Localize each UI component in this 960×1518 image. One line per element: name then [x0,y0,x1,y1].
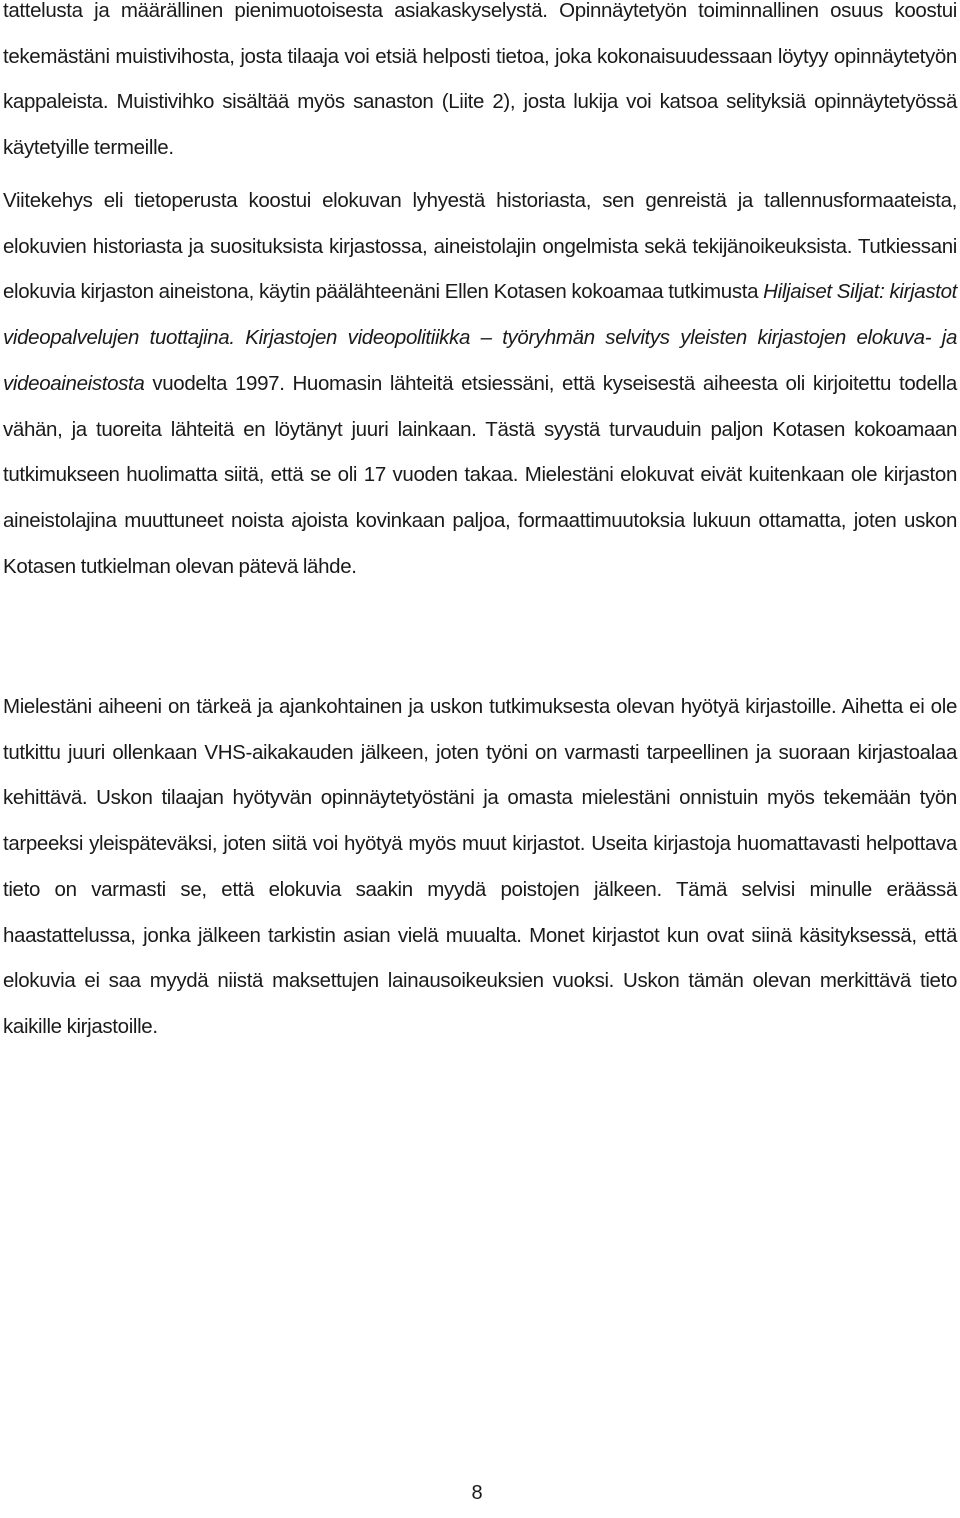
paragraph-3 [3,684,957,1050]
paragraph-2-text-b: vuodelta 1997. Huomasin lähteitä etsiessäni, että kyseisestä aiheesta oli kirjoitettu todella vähän, ja tuoreita lähteitä en löytänyt juuri lainkaan. Tästä syystä turvauduin paljon Kotasen kokoamaan tutkimukseen huolimatta siitä, että se oli 17 vuoden takaa. Mielestäni elokuvat eivät kuitenkaan ole kirjaston aineistolajina muuttuneet noista ajoista kovinkaan paljoa, formaattimuutoksia lukuun ottamatta, joten uskon Kotasen tutkielman olevan pätevä lähde. [3,371,957,578]
paragraph-2-title-italic-2: Kirjastojen videopolitiikka – työryhmän selvitys yleisten kirjastojen elokuva- ja videoaineistosta [3,326,957,395]
document-page [3,0,957,1518]
paragraph-2-space [235,326,246,349]
paragraph-1 [3,0,957,171]
paragraph-2 [3,178,957,589]
paragraph-2-title-italic-1: Hiljaiset Siljat: kirjastot videopalvelujen tuottajina. [3,280,957,350]
paragraph-1-text: tattelusta ja määrällinen pienimuotoisesta asiakaskyselystä. Opinnäytetyön toiminnallinen osuus koostui tekemästäni muistivihosta, josta tilaaja voi etsiä helposti tietoa, joka kokonaisuudessaan löytyy opinnäytetyön kappaleista. Muistivihko sisältää myös sanaston (Liite 2), josta lukija voi katsoa selityksiä opinnäytetyössä käytetyille termeille. [3,0,957,160]
paragraph-2-text-a: Viitekehys eli tietoperusta koostui elokuvan lyhyestä historiasta, sen genreistä ja tallennusformaateista, elokuvien historiasta ja suosituksista kirjastossa, aineistolajin ongelmista sekä tekijänoikeuksista. Tutkiessani elokuvia kirjaston aineistona, käytin päälähteenäni Ellen Kotasen kokoamaa tutkimusta [3,189,957,304]
paragraph-3-text: Mielestäni aiheeni on tärkeä ja ajankohtainen ja uskon tutkimuksesta olevan hyötyä kirjastoille. Aihetta ei ole tutkittu juuri ollenkaan VHS-aikakauden jälkeen, joten työni on varmasti tarpeellinen ja suoraan kirjastoalaa kehittävä. Uskon tilaajan hyötyvän opinnäytetyöstäni ja omasta mielestäni onnistuin myös tekemään työn tarpeeksi yleispäteväksi, joten siitä voi hyötyä myös muut kirjastot. Useita kirjastoja huomattavasti helpottava tieto on varmasti se, että elokuvia saakin myydä poistojen jälkeen. Tämä selvisi minulle eräässä haastattelussa, jonka jälkeen tarkistin asian vielä muualta. Monet kirjastot kun ovat siinä käsityksessä, että elokuvia ei saa myydä niistä maksettujen lainausoikeuksien vuoksi. Uskon tämän olevan merkittävä tieto kaikille kirjastoille. [3,695,957,1038]
page-number: 8 [471,1482,483,1504]
